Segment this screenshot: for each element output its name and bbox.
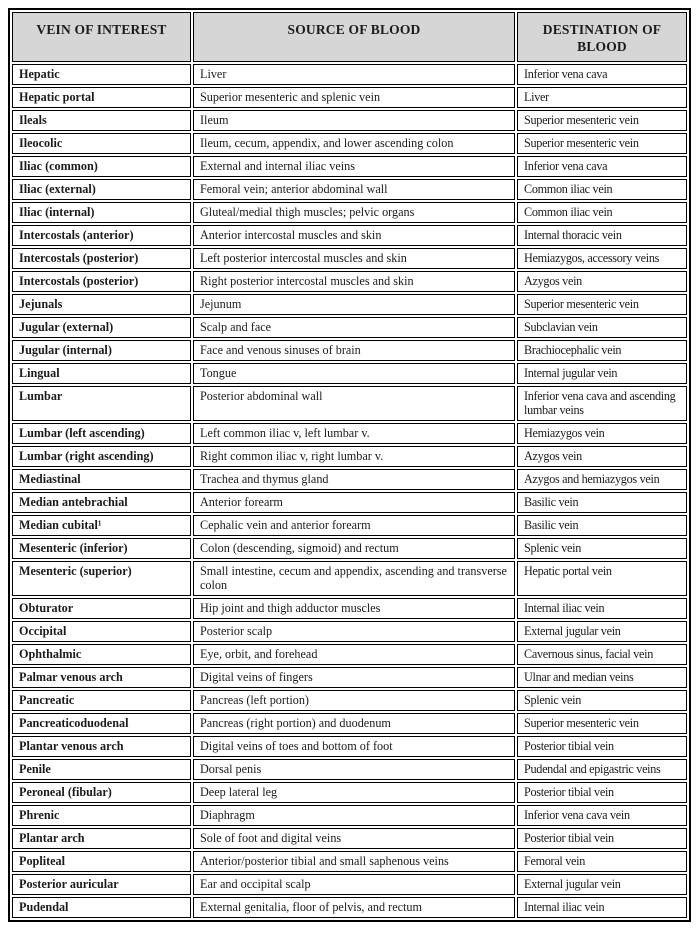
source-of-blood-cell: Pancreas (right portion) and duodenum: [193, 713, 515, 734]
destination-of-blood-cell: Common iliac vein: [517, 202, 687, 223]
table-row: [12, 736, 687, 757]
destination-of-blood-cell: Azygos and hemiazygos vein: [517, 469, 687, 490]
vein-name-cell: Lumbar: [12, 386, 191, 421]
destination-of-blood-cell: Splenic vein: [517, 690, 687, 711]
table-row: [12, 386, 687, 421]
vein-name-cell: Pancreaticoduodenal: [12, 713, 191, 734]
source-of-blood-cell: Small intestine, cecum and appendix, ascending and transverse colon: [193, 561, 515, 596]
table-body: [12, 64, 687, 918]
source-of-blood-cell: Trachea and thymus gland: [193, 469, 515, 490]
vein-name-cell: Peroneal (fibular): [12, 782, 191, 803]
vein-name-cell: Phrenic: [12, 805, 191, 826]
table-row: [12, 713, 687, 734]
destination-of-blood-cell: Basilic vein: [517, 515, 687, 536]
destination-of-blood-cell: Posterior tibial vein: [517, 736, 687, 757]
source-of-blood-cell: Posterior scalp: [193, 621, 515, 642]
table-row: [12, 156, 687, 177]
table-row: [12, 598, 687, 619]
source-of-blood-cell: Digital veins of toes and bottom of foot: [193, 736, 515, 757]
destination-of-blood-cell: Pudendal and epigastric veins: [517, 759, 687, 780]
destination-of-blood-cell: Common iliac vein: [517, 179, 687, 200]
destination-of-blood-cell: Superior mesenteric vein: [517, 294, 687, 315]
destination-of-blood-cell: Inferior vena cava: [517, 156, 687, 177]
destination-of-blood-cell: Inferior vena cava vein: [517, 805, 687, 826]
vein-name-cell: Iliac (common): [12, 156, 191, 177]
source-of-blood-cell: External genitalia, floor of pelvis, and rectum: [193, 897, 515, 918]
table-row: [12, 248, 687, 269]
source-of-blood-cell: Gluteal/medial thigh muscles; pelvic organs: [193, 202, 515, 223]
table-row: [12, 179, 687, 200]
destination-of-blood-cell: Posterior tibial vein: [517, 782, 687, 803]
vein-name-cell: Ileocolic: [12, 133, 191, 154]
vein-name-cell: Plantar arch: [12, 828, 191, 849]
destination-of-blood-cell: Liver: [517, 87, 687, 108]
table-row: [12, 690, 687, 711]
table-row: [12, 446, 687, 467]
table-row: [12, 759, 687, 780]
vein-name-cell: Ileals: [12, 110, 191, 131]
source-of-blood-cell: Right posterior intercostal muscles and skin: [193, 271, 515, 292]
source-of-blood-cell: Anterior/posterior tibial and small saphenous veins: [193, 851, 515, 872]
source-of-blood-cell: Deep lateral leg: [193, 782, 515, 803]
vein-name-cell: Mesenteric (inferior): [12, 538, 191, 559]
vein-name-cell: Intercostals (posterior): [12, 271, 191, 292]
table-row: [12, 202, 687, 223]
destination-of-blood-cell: Femoral vein: [517, 851, 687, 872]
table-row: [12, 110, 687, 131]
source-of-blood-cell: Right common iliac v, right lumbar v.: [193, 446, 515, 467]
vein-name-cell: Palmar venous arch: [12, 667, 191, 688]
vein-name-cell: Mesenteric (superior): [12, 561, 191, 596]
vein-name-cell: Jugular (internal): [12, 340, 191, 361]
table-row: [12, 271, 687, 292]
destination-of-blood-cell: Hemiazygos vein: [517, 423, 687, 444]
vein-name-cell: Jejunals: [12, 294, 191, 315]
table-row: [12, 469, 687, 490]
source-of-blood-cell: Eye, orbit, and forehead: [193, 644, 515, 665]
destination-of-blood-cell: Internal jugular vein: [517, 363, 687, 384]
source-of-blood-cell: Ileum: [193, 110, 515, 131]
destination-of-blood-cell: External jugular vein: [517, 621, 687, 642]
destination-of-blood-cell: Ulnar and median veins: [517, 667, 687, 688]
destination-of-blood-cell: Hepatic portal vein: [517, 561, 687, 596]
table-row: [12, 561, 687, 596]
column-header-destination-of-blood: DESTINATION OF BLOOD: [517, 12, 687, 62]
vein-name-cell: Jugular (external): [12, 317, 191, 338]
vein-name-cell: Lumbar (right ascending): [12, 446, 191, 467]
source-of-blood-cell: Jejunum: [193, 294, 515, 315]
column-header-source-of-blood: SOURCE OF BLOOD: [193, 12, 515, 62]
source-of-blood-cell: Posterior abdominal wall: [193, 386, 515, 421]
destination-of-blood-cell: Superior mesenteric vein: [517, 713, 687, 734]
source-of-blood-cell: Digital veins of fingers: [193, 667, 515, 688]
table-row: [12, 851, 687, 872]
destination-of-blood-cell: Cavernous sinus, facial vein: [517, 644, 687, 665]
vein-name-cell: Plantar venous arch: [12, 736, 191, 757]
table-row: [12, 423, 687, 444]
destination-of-blood-cell: Internal iliac vein: [517, 598, 687, 619]
vein-name-cell: Median cubital¹: [12, 515, 191, 536]
table-row: [12, 87, 687, 108]
table-row: [12, 492, 687, 513]
table-row: [12, 363, 687, 384]
table-row: [12, 782, 687, 803]
source-of-blood-cell: External and internal iliac veins: [193, 156, 515, 177]
source-of-blood-cell: Face and venous sinuses of brain: [193, 340, 515, 361]
destination-of-blood-cell: Azygos vein: [517, 446, 687, 467]
table-row: [12, 133, 687, 154]
source-of-blood-cell: Ileum, cecum, appendix, and lower ascending colon: [193, 133, 515, 154]
destination-of-blood-cell: Azygos vein: [517, 271, 687, 292]
destination-of-blood-cell: Posterior tibial vein: [517, 828, 687, 849]
vein-name-cell: Popliteal: [12, 851, 191, 872]
destination-of-blood-cell: External jugular vein: [517, 874, 687, 895]
vein-name-cell: Hepatic portal: [12, 87, 191, 108]
source-of-blood-cell: Left posterior intercostal muscles and skin: [193, 248, 515, 269]
source-of-blood-cell: Cephalic vein and anterior forearm: [193, 515, 515, 536]
vein-name-cell: Pancreatic: [12, 690, 191, 711]
vein-name-cell: Pudendal: [12, 897, 191, 918]
destination-of-blood-cell: Superior mesenteric vein: [517, 133, 687, 154]
destination-of-blood-cell: Splenic vein: [517, 538, 687, 559]
vein-name-cell: Occipital: [12, 621, 191, 642]
vein-name-cell: Lingual: [12, 363, 191, 384]
table-row: [12, 828, 687, 849]
table-row: [12, 644, 687, 665]
source-of-blood-cell: Sole of foot and digital veins: [193, 828, 515, 849]
source-of-blood-cell: Femoral vein; anterior abdominal wall: [193, 179, 515, 200]
destination-of-blood-cell: Basilic vein: [517, 492, 687, 513]
source-of-blood-cell: Tongue: [193, 363, 515, 384]
header-row: [12, 12, 687, 62]
source-of-blood-cell: Pancreas (left portion): [193, 690, 515, 711]
destination-of-blood-cell: Brachiocephalic vein: [517, 340, 687, 361]
destination-of-blood-cell: Inferior vena cava: [517, 64, 687, 85]
table-row: [12, 621, 687, 642]
vein-name-cell: Intercostals (posterior): [12, 248, 191, 269]
destination-of-blood-cell: Internal thoracic vein: [517, 225, 687, 246]
source-of-blood-cell: Hip joint and thigh adductor muscles: [193, 598, 515, 619]
source-of-blood-cell: Superior mesenteric and splenic vein: [193, 87, 515, 108]
table-row: [12, 805, 687, 826]
destination-of-blood-cell: Subclavian vein: [517, 317, 687, 338]
source-of-blood-cell: Colon (descending, sigmoid) and rectum: [193, 538, 515, 559]
veins-table: [8, 8, 691, 922]
table-row: [12, 874, 687, 895]
vein-name-cell: Ophthalmic: [12, 644, 191, 665]
table-row: [12, 667, 687, 688]
source-of-blood-cell: Liver: [193, 64, 515, 85]
table-row: [12, 340, 687, 361]
source-of-blood-cell: Anterior intercostal muscles and skin: [193, 225, 515, 246]
vein-name-cell: Mediastinal: [12, 469, 191, 490]
table-row: [12, 64, 687, 85]
column-header-vein-of-interest: VEIN OF INTEREST: [12, 12, 191, 62]
vein-name-cell: Hepatic: [12, 64, 191, 85]
table-row: [12, 515, 687, 536]
vein-name-cell: Posterior auricular: [12, 874, 191, 895]
source-of-blood-cell: Scalp and face: [193, 317, 515, 338]
vein-name-cell: Iliac (internal): [12, 202, 191, 223]
vein-name-cell: Intercostals (anterior): [12, 225, 191, 246]
table-row: [12, 317, 687, 338]
source-of-blood-cell: Ear and occipital scalp: [193, 874, 515, 895]
source-of-blood-cell: Dorsal penis: [193, 759, 515, 780]
vein-name-cell: Obturator: [12, 598, 191, 619]
source-of-blood-cell: Anterior forearm: [193, 492, 515, 513]
source-of-blood-cell: Left common iliac v, left lumbar v.: [193, 423, 515, 444]
table-row: [12, 225, 687, 246]
vein-name-cell: Lumbar (left ascending): [12, 423, 191, 444]
vein-name-cell: Median antebrachial: [12, 492, 191, 513]
table-row: [12, 294, 687, 315]
destination-of-blood-cell: Superior mesenteric vein: [517, 110, 687, 131]
vein-name-cell: Iliac (external): [12, 179, 191, 200]
destination-of-blood-cell: Inferior vena cava and ascending lumbar veins: [517, 386, 687, 421]
vein-name-cell: Penile: [12, 759, 191, 780]
table-row: [12, 538, 687, 559]
source-of-blood-cell: Diaphragm: [193, 805, 515, 826]
destination-of-blood-cell: Hemiazygos, accessory veins: [517, 248, 687, 269]
destination-of-blood-cell: Internal iliac vein: [517, 897, 687, 918]
